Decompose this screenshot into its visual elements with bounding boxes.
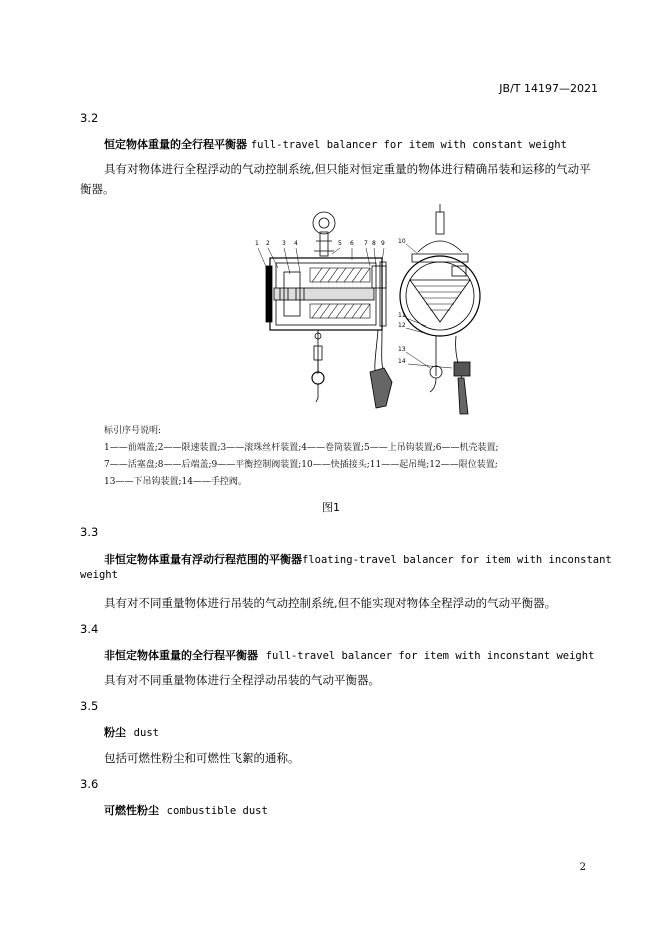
callout-label: 12 — [398, 322, 406, 329]
callout-label: 9 — [381, 240, 385, 247]
right-hatch — [414, 286, 466, 310]
control-valve — [372, 266, 386, 288]
right-housing-circle — [400, 256, 480, 336]
definition-text: 具有对物体进行全程浮动的气动控制系统,但只能对恒定重量的物体进行精确吊装和运移的气动平 — [104, 162, 591, 176]
ball-screw — [274, 288, 374, 300]
definition-text-cont: 衡器。 — [80, 182, 115, 196]
clause-number: 3.3 — [80, 525, 99, 539]
term-cn: 恒定物体重量的全行程平衡器 — [104, 138, 247, 151]
term-heading — [104, 551, 612, 567]
term-en: full-travel balancer for item with inconstant weight — [265, 650, 595, 662]
callout-label: 4 — [294, 240, 298, 247]
term-en: combustible dust — [166, 805, 268, 817]
figure-caption: 图1 — [322, 501, 340, 514]
right-hand-valve — [458, 378, 468, 414]
callout-labels-right — [398, 238, 406, 365]
right-housing-inner — [406, 262, 474, 330]
callout-label: 10 — [398, 238, 406, 245]
term-heading — [104, 802, 268, 818]
rear-end-cap — [380, 262, 386, 326]
page-number: 2 — [579, 862, 586, 873]
term-cn: 粉尘 — [104, 726, 126, 739]
definition-text: 具有对不同重量物体进行全程浮动吊装的气动平衡器。 — [104, 673, 380, 687]
definition-text: 具有对不同重量物体进行吊装的气动控制系统,但不能实现对物体全程浮动的气动平衡器。 — [104, 596, 557, 610]
callout-label: 11 — [398, 312, 406, 319]
right-top-hook — [436, 212, 444, 234]
balancer-drawing — [240, 196, 500, 418]
callout-label: 14 — [398, 358, 406, 365]
callout-label: 6 — [350, 240, 354, 247]
top-hook-ring-inner — [319, 218, 329, 228]
term-en: floating-travel balancer for item with inconstant — [302, 554, 612, 566]
callout-label: 5 — [338, 240, 342, 247]
term-cn: 非恒定物体重量有浮动行程范围的平衡器 — [104, 553, 302, 566]
right-hook — [430, 378, 436, 392]
clause-number: 3.2 — [80, 111, 99, 125]
term-heading — [104, 647, 594, 663]
document-id: JB/T 14197—2021 — [499, 82, 598, 95]
front-end-cap — [266, 266, 272, 322]
term-en-cont: weight — [80, 569, 118, 581]
top-hook-shank — [320, 232, 328, 256]
clause-number: 3.4 — [80, 622, 99, 636]
callout-label: 7 — [364, 240, 368, 247]
callout-leaders-left — [258, 248, 384, 276]
legend-line: 1——前端盖;2——限速装置;3——滚珠丝杆装置;4——卷筒装置;5——上吊钩装置;6——机壳装置; — [104, 443, 499, 453]
top-hook-bracket — [314, 241, 334, 251]
term-en: dust — [133, 727, 159, 739]
callout-label: 2 — [266, 240, 270, 247]
legend-line: 13——下吊钩装置;14——手控阀。 — [104, 477, 247, 487]
right-housing-top — [418, 241, 462, 252]
callout-label: 3 — [282, 240, 286, 247]
term-cn: 非恒定物体重量的全行程平衡器 — [104, 649, 258, 662]
bottom-hook — [316, 384, 318, 402]
clause-number: 3.6 — [80, 777, 99, 791]
term-en: full-travel balancer for item with constant weight — [250, 139, 567, 151]
callout-label: 8 — [372, 240, 376, 247]
right-triangle — [410, 280, 470, 322]
definition-text: 包括可燃性粉尘和可燃性飞絮的通称。 — [104, 751, 300, 765]
legend-line: 7——活塞盘;8——后端盖;9——平衡控制阀装置;10——快插接头;11——起吊绳;12——限位装置; — [104, 460, 498, 470]
legend-title: 标引序号说明: — [104, 426, 162, 436]
right-handle — [454, 362, 470, 376]
hand-valve — [370, 368, 392, 408]
clause-number: 3.5 — [80, 699, 99, 713]
callout-label: 13 — [398, 346, 406, 353]
term-cn: 可燃性粉尘 — [104, 804, 159, 817]
callout-label: 1 — [255, 240, 259, 247]
term-heading — [104, 724, 159, 740]
term-heading — [104, 136, 567, 152]
top-hook-ring — [313, 212, 335, 234]
